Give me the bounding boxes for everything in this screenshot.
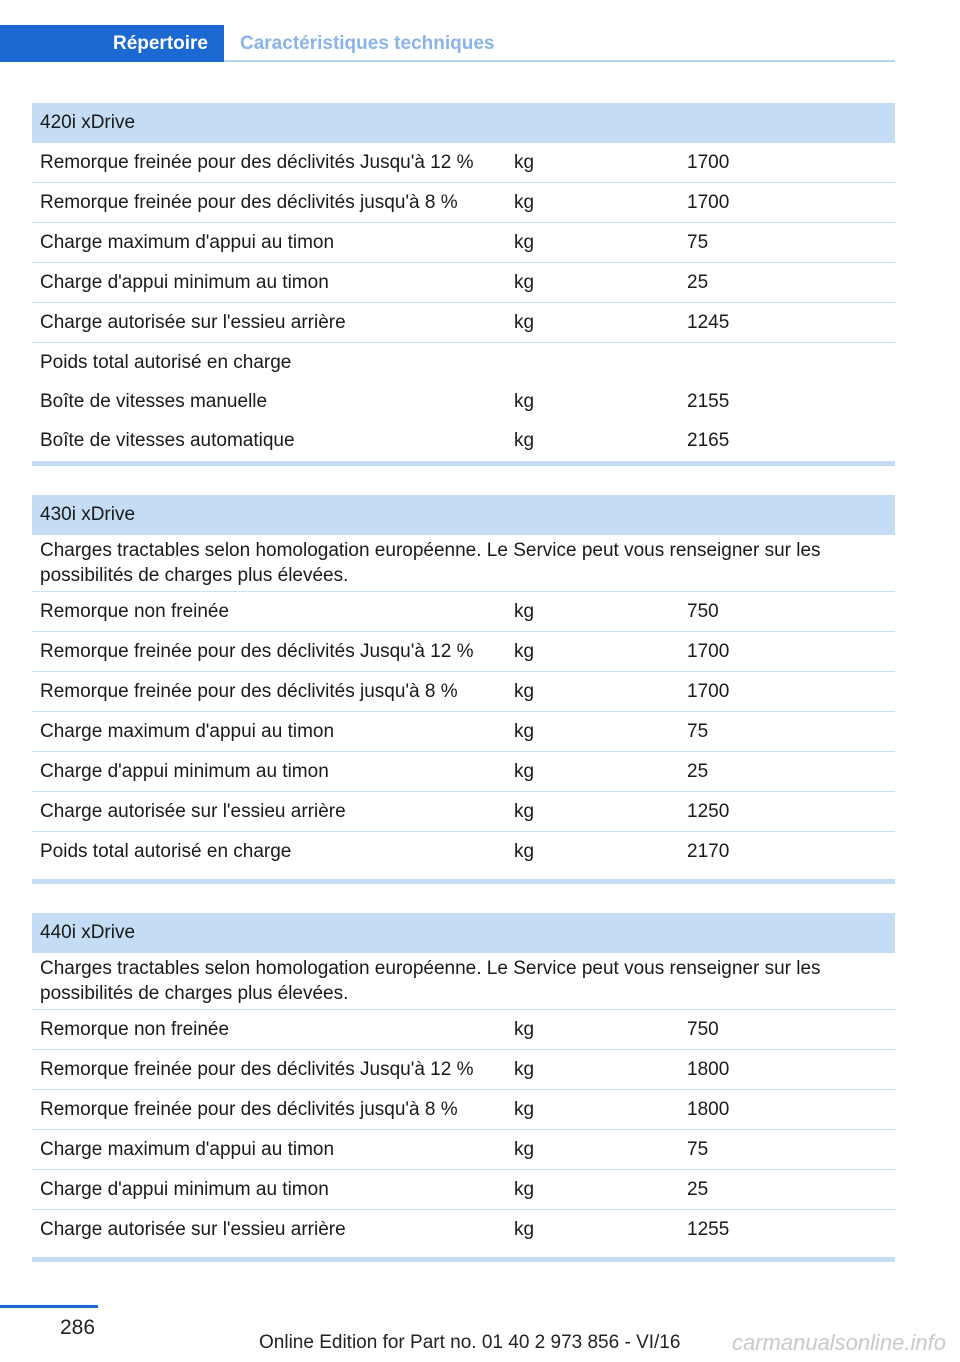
- table-end-bar: [32, 461, 895, 466]
- row-label: Poids total autorisé en charge: [40, 351, 292, 373]
- table-row: [32, 752, 895, 792]
- row-value: 25: [679, 752, 895, 792]
- spec-table-430i: [32, 495, 895, 871]
- row-unit: kg: [514, 390, 535, 412]
- row-value: 1700: [679, 672, 895, 712]
- row-unit: kg: [506, 672, 679, 712]
- row-value: 1255: [687, 1218, 730, 1240]
- row-value: 1250: [679, 792, 895, 832]
- row-unit: kg: [506, 1050, 679, 1090]
- table-note: Charges tractables selon homologation européenne. Le Service peut vous renseigner sur les possibilités de charges plus élevées.: [32, 535, 895, 592]
- table-end-bar: [32, 879, 895, 884]
- row-value: 750: [679, 592, 895, 632]
- header-divider: [224, 60, 895, 62]
- spec-table-440i: [32, 913, 895, 1249]
- table-row: [32, 712, 895, 752]
- table-end-bar: [32, 1257, 895, 1262]
- row-label: Remorque freinée pour des déclivités jusqu'à 8 %: [32, 1090, 506, 1130]
- row-value: [679, 343, 895, 383]
- row-value: 1700: [679, 632, 895, 672]
- row-value: 75: [679, 223, 895, 263]
- row-value: 25: [679, 263, 895, 303]
- row-label: Remorque freinée pour des déclivités jusqu'à 8 %: [32, 183, 506, 223]
- row-label: Remorque freinée pour des déclivités Jusqu'à 12 %: [32, 632, 506, 672]
- row-unit: kg: [506, 183, 679, 223]
- row-unit: kg: [506, 263, 679, 303]
- row-unit: kg: [506, 632, 679, 672]
- row-unit: [506, 343, 679, 383]
- table-row: [32, 632, 895, 672]
- row-label: Poids total autorisé en charge: [40, 840, 292, 862]
- table-row: [32, 183, 895, 223]
- row-value: 25: [679, 1170, 895, 1210]
- row-label: Remorque freinée pour des déclivités Jusqu'à 12 %: [32, 1050, 506, 1090]
- tab-repertoire[interactable]: Répertoire: [0, 25, 224, 62]
- header-bar: [0, 25, 895, 62]
- row-unit: kg: [506, 752, 679, 792]
- row-value: 2170: [687, 840, 730, 862]
- table-row: [32, 1090, 895, 1130]
- row-label: Charge d'appui minimum au timon: [32, 752, 506, 792]
- row-value: 1700: [679, 143, 895, 183]
- row-unit: kg: [506, 792, 679, 832]
- row-label: Charge autorisée sur l'essieu arrière: [40, 1218, 346, 1240]
- row-label: Charge autorisée sur l'essieu arrière: [32, 303, 506, 343]
- table-row: [32, 303, 895, 343]
- table-title: 440i xDrive: [32, 913, 895, 953]
- tab-caracteristiques[interactable]: Caractéristiques techniques: [240, 32, 495, 54]
- table-row: [32, 1210, 895, 1250]
- table-row: [32, 592, 895, 632]
- row-unit: kg: [506, 592, 679, 632]
- table-row: [32, 143, 895, 183]
- edition-footer: Online Edition for Part no. 01 40 2 973 856 - VI/16: [259, 1332, 681, 1353]
- row-unit: kg: [506, 143, 679, 183]
- table-row: [32, 343, 895, 383]
- table-row: [32, 832, 895, 872]
- table-row: [32, 792, 895, 832]
- table-row: [32, 421, 895, 460]
- table-title: 420i xDrive: [32, 103, 895, 143]
- table-row: [32, 1010, 895, 1050]
- row-label: Boîte de vitesses manuelle: [40, 390, 268, 412]
- table-row: [32, 382, 895, 421]
- row-value: 2155: [687, 390, 730, 412]
- row-unit: kg: [506, 1130, 679, 1170]
- row-unit: kg: [506, 712, 679, 752]
- row-value: 2165: [687, 429, 730, 451]
- row-value: 75: [679, 1130, 895, 1170]
- row-value: 1700: [679, 183, 895, 223]
- row-value: 1800: [679, 1050, 895, 1090]
- row-label: Remorque freinée pour des déclivités jusqu'à 8 %: [32, 672, 506, 712]
- row-label: Charge d'appui minimum au timon: [32, 263, 506, 303]
- row-label: Charge maximum d'appui au timon: [32, 1130, 506, 1170]
- row-unit: kg: [506, 223, 679, 263]
- row-label: Remorque non freinée: [32, 1010, 506, 1050]
- row-unit: kg: [506, 1010, 679, 1050]
- row-value: 75: [679, 712, 895, 752]
- row-unit: kg: [514, 429, 535, 451]
- row-unit: kg: [506, 1170, 679, 1210]
- table-title: 430i xDrive: [32, 495, 895, 535]
- row-label: Charge maximum d'appui au timon: [32, 712, 506, 752]
- row-label: Remorque non freinée: [32, 592, 506, 632]
- row-label: Remorque freinée pour des déclivités Jusqu'à 12 %: [32, 143, 506, 183]
- table-note: Charges tractables selon homologation européenne. Le Service peut vous renseigner sur les possibilités de charges plus élevées.: [32, 953, 895, 1010]
- table-row: [32, 672, 895, 712]
- row-unit: kg: [514, 1218, 535, 1240]
- table-row: [32, 263, 895, 303]
- page-number: 286: [60, 1316, 96, 1339]
- row-value: 1245: [679, 303, 895, 343]
- row-unit: kg: [514, 840, 535, 862]
- row-label: Charge maximum d'appui au timon: [32, 223, 506, 263]
- spec-table-420i: [32, 103, 895, 460]
- table-row: [32, 1170, 895, 1210]
- page-number-rule: [0, 1305, 98, 1308]
- row-value: 750: [679, 1010, 895, 1050]
- row-value: 1800: [679, 1090, 895, 1130]
- table-row: [32, 1050, 895, 1090]
- row-unit: kg: [506, 303, 679, 343]
- row-label: Charge autorisée sur l'essieu arrière: [32, 792, 506, 832]
- watermark: carmanualsonline.info: [731, 1330, 946, 1355]
- table-row: [32, 223, 895, 263]
- row-unit: kg: [506, 1090, 679, 1130]
- row-label: Boîte de vitesses automatique: [40, 429, 295, 451]
- row-label: Charge d'appui minimum au timon: [32, 1170, 506, 1210]
- table-row: [32, 1130, 895, 1170]
